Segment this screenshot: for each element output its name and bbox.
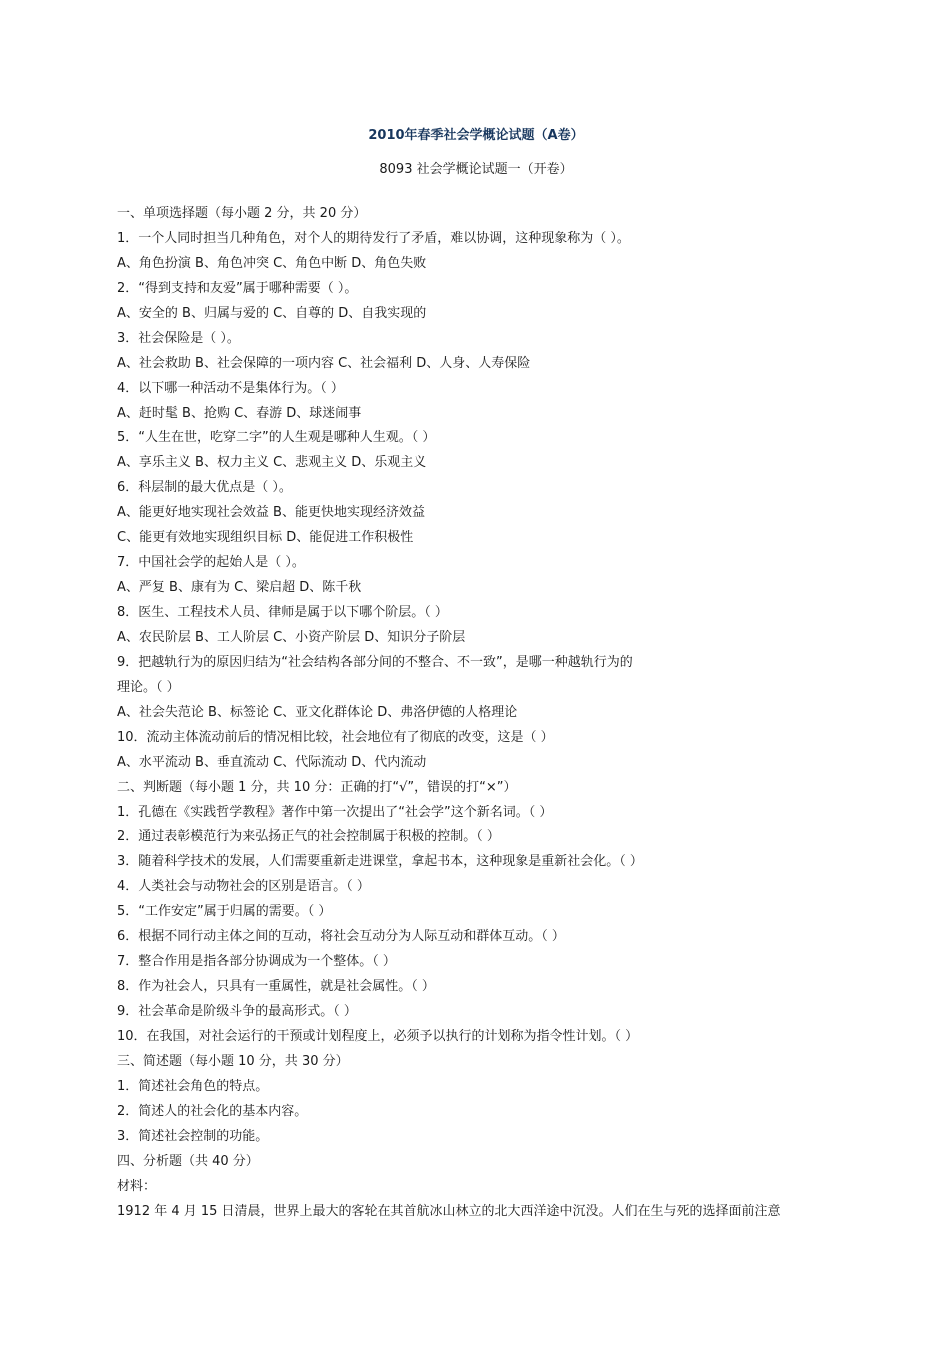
text-line: 三、简述题（每小题 10 分，共 30 分）: [117, 1053, 349, 1069]
text-line: A、能更好地实现社会效益 B、能更快地实现经济效益: [117, 505, 425, 521]
text-line: A、享乐主义 B、权力主义 C、悲观主义 D、乐观主义: [117, 455, 427, 471]
text-line: A、角色扮演 B、角色冲突 C、角色中断 D、角色失败: [117, 255, 427, 271]
text-line: A、社会救助 B、社会保障的一项内容 C、社会福利 D、人身、人寿保险: [117, 355, 531, 371]
text-line: 7．整合作用是指各部分协调成为一个整体。（ ）: [117, 954, 396, 970]
text-line: 4．人类社会与动物社会的区别是语言。（ ）: [117, 879, 370, 895]
document-body: [117, 205, 877, 1227]
text-line: 3．简述社会控制的功能。: [117, 1128, 269, 1144]
text-line: 6．根据不同行动主体之间的互动，将社会互动分为人际互动和群体互动。（ ）: [117, 929, 565, 945]
text-line: 2．通过表彰模范行为来弘扬正气的社会控制属于积极的控制。（ ）: [117, 829, 500, 845]
text-line: 5．“人生在世，吃穿二字”的人生观是哪种人生观。（ ）: [117, 430, 436, 446]
text-line: 2．简述人的社会化的基本内容。: [117, 1103, 308, 1119]
text-line: A、农民阶层 B、工人阶层 C、小资产阶层 D、知识分子阶层: [117, 629, 466, 645]
text-line: 6．科层制的最大优点是（ ）。: [117, 480, 292, 496]
text-line: 二、判断题（每小题 1 分，共 10 分：正确的打“√”，错误的打“×”）: [117, 779, 517, 795]
text-line: 1912 年 4 月 15 日清晨，世界上最大的客轮在其首航冰山林立的北大西洋途中沉没。人们在生与死的选择面前注意: [117, 1203, 781, 1219]
text-line: 10．流动主体流动前后的情况相比较，社会地位有了彻底的改变，这是（ ）: [117, 729, 554, 745]
text-line: A、赶时髦 B、抢购 C、春游 D、球迷闹事: [117, 405, 362, 421]
text-line: C、能更有效地实现组织目标 D、能促进工作积极性: [117, 530, 414, 546]
text-line: 9．社会革命是阶级斗争的最高形式。（ ）: [117, 1004, 357, 1019]
text-line: 10．在我国，对社会运行的干预或计划程度上，必须予以执行的计划称为指令性计划。（ ）: [117, 1028, 639, 1044]
text-line: A、严复 B、康有为 C、梁启超 D、陈千秋: [117, 580, 362, 596]
text-line: A、社会失范论 B、标签论 C、亚文化群体论 D、弗洛伊德的人格理论: [117, 704, 518, 720]
text-line: 8．作为社会人，只具有一重属性，就是社会属性。（ ）: [117, 979, 435, 995]
text-line: A、安全的 B、归属与爱的 C、自尊的 D、自我实现的: [117, 305, 427, 321]
text-line: 3．社会保险是（ ）。: [117, 330, 240, 346]
text-line: 3．随着科学技术的发展，人们需要重新走进课堂，拿起书本，这种现象是重新社会化。（ ）: [117, 854, 643, 870]
text-line: 2．“得到支持和友爱”属于哪种需要（ ）。: [117, 280, 358, 296]
text-line: A、水平流动 B、垂直流动 C、代际流动 D、代内流动: [117, 754, 427, 770]
text-line: 四、分析题（共 40 分）: [117, 1153, 259, 1169]
text-line: 1．一个人同时担当几种角色，对个人的期待发行了矛盾，难以协调，这种现象称为（ ）。: [117, 230, 630, 246]
text-line: 9．把越轨行为的原因归结为“社会结构各部分间的不整合、不一致”，是哪一种越轨行为的: [117, 654, 633, 670]
document-subtitle: 8093 社会学概论试题一（开卷）: [379, 162, 573, 177]
text-line: 5．“工作安定”属于归属的需要。（ ）: [117, 904, 332, 920]
text-line: 材料：: [117, 1178, 157, 1194]
text-line: 1．简述社会角色的特点。: [117, 1078, 269, 1094]
text-line: 8．医生、工程技术人员、律师是属于以下哪个阶层。（ ）: [117, 605, 448, 620]
text-line: 7．中国社会学的起始人是（ ）。: [117, 555, 305, 571]
text-line: 一、单项选择题（每小题 2 分，共 20 分）: [117, 206, 367, 221]
document-title: 2010年春季社会学概论试题（A卷）: [368, 128, 584, 143]
text-line: 1．孔德在《实践哲学教程》著作中第一次提出了“社会学”这个新名词。（ ）: [117, 804, 553, 820]
text-line: 理论。（ ）: [117, 679, 180, 695]
text-line: 4．以下哪一种活动不是集体行为。（ ）: [117, 380, 344, 396]
